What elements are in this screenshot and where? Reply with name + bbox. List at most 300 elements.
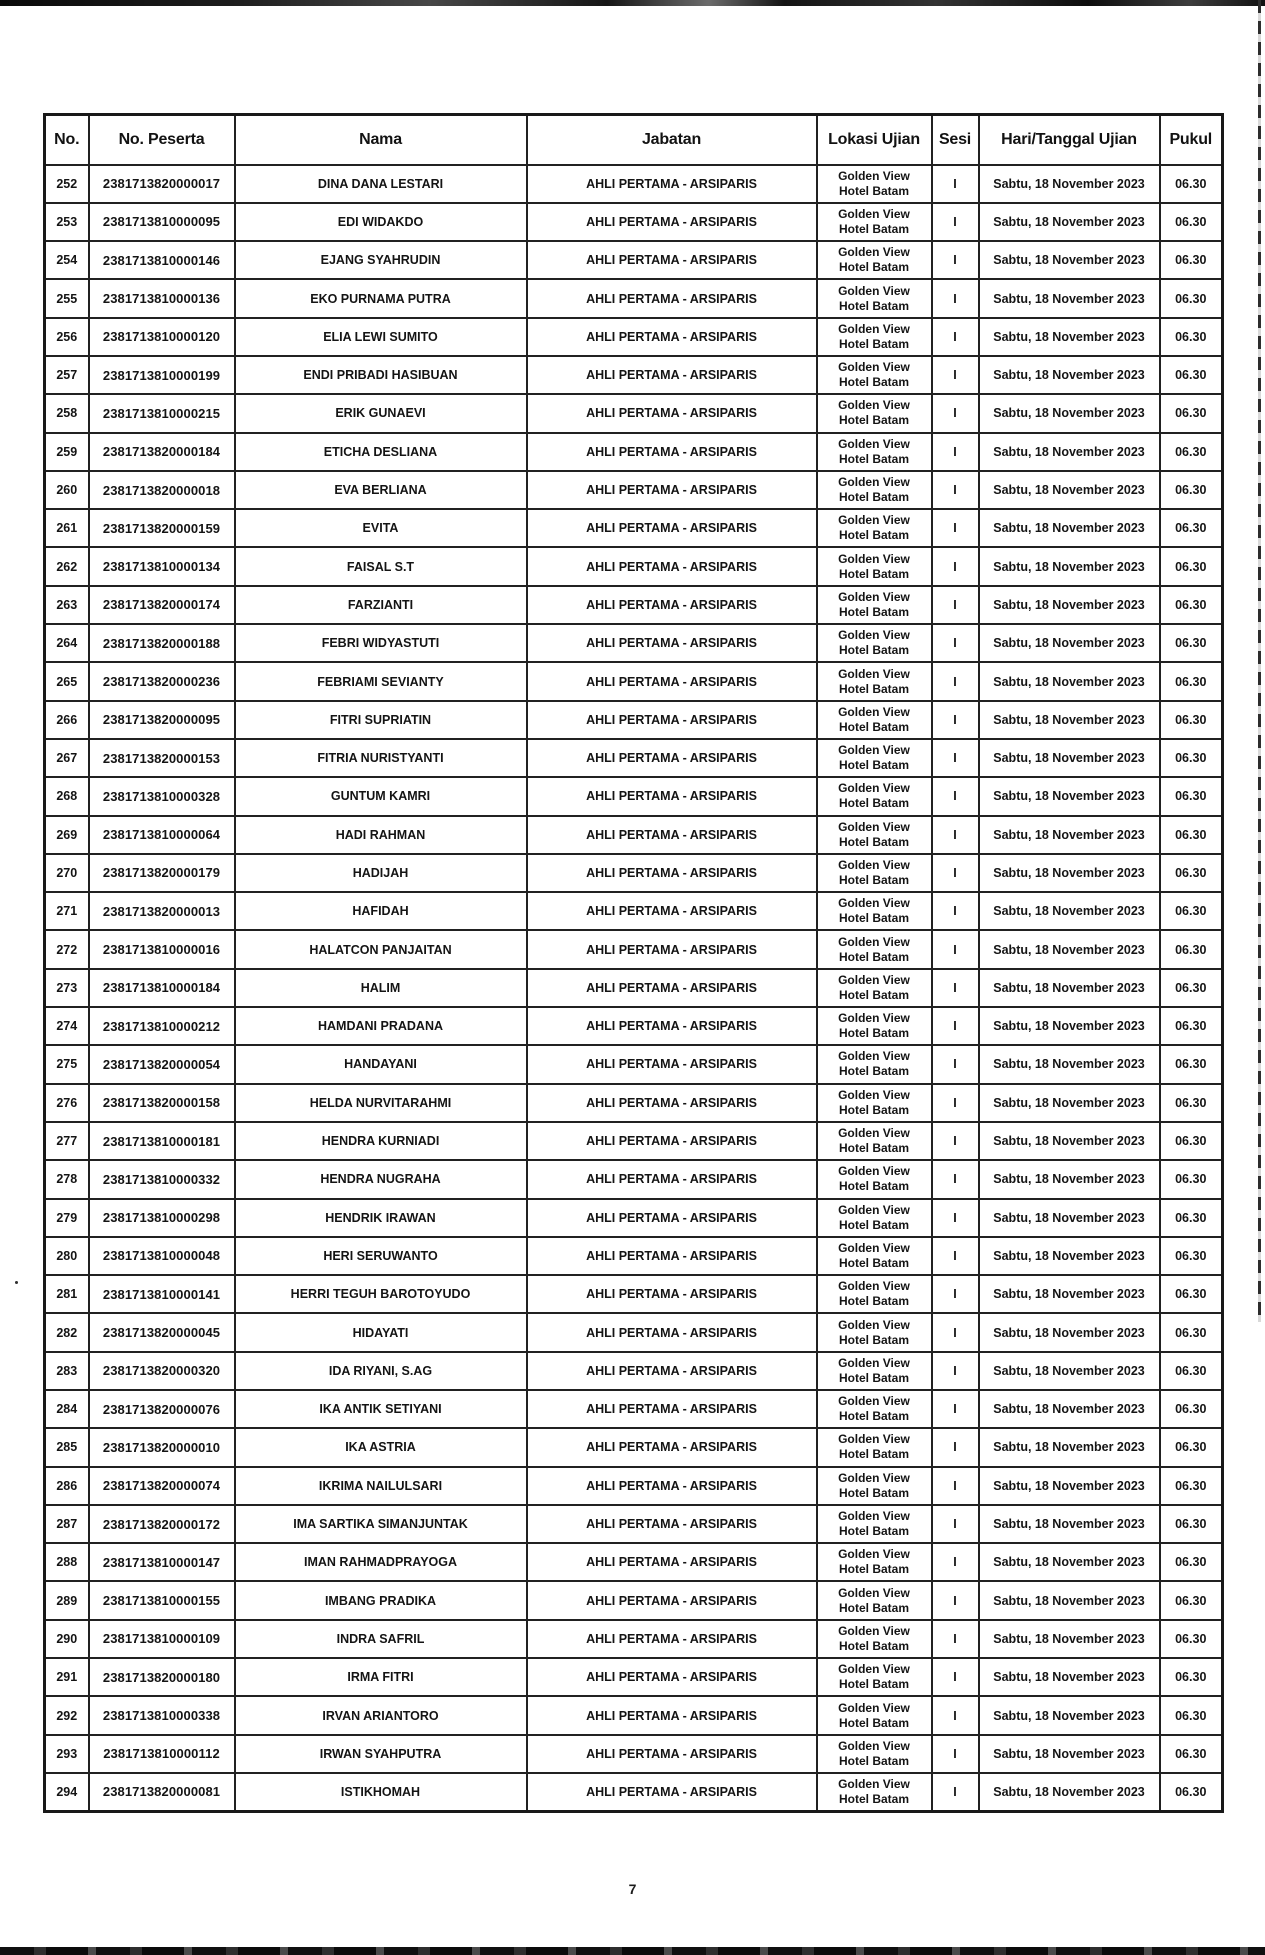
cell-lokasi-ujian: [817, 1045, 932, 1083]
lokasi-ujian-line: Golden View: [838, 283, 910, 298]
table-row: [45, 1122, 1223, 1160]
cell-jabatan: AHLI PERTAMA - ARSIPARIS: [527, 1543, 817, 1581]
table-row: [45, 318, 1223, 356]
lokasi-ujian-line: Golden View: [838, 1776, 910, 1791]
cell-no: 265: [45, 662, 89, 700]
cell-lokasi-ujian: [817, 356, 932, 394]
cell-pukul: 06.30: [1160, 547, 1223, 585]
cell-lokasi-ujian: [817, 854, 932, 892]
cell-nama: HENDRIK IRAWAN: [235, 1199, 527, 1237]
cell-no-peserta: 2381713820000054: [89, 1045, 235, 1083]
lokasi-ujian-line: Hotel Batam: [838, 336, 909, 351]
lokasi-ujian-line: Hotel Batam: [838, 1562, 909, 1577]
lokasi-ujian-line: Golden View: [838, 628, 910, 643]
lokasi-ujian-line: Golden View: [838, 1623, 910, 1638]
cell-lokasi-ujian: [817, 1160, 932, 1198]
cell-sesi: I: [932, 1620, 979, 1658]
cell-nama: INDRA SAFRIL: [235, 1620, 527, 1658]
cell-pukul: 06.30: [1160, 318, 1223, 356]
cell-pukul: 06.30: [1160, 662, 1223, 700]
cell-nama: EJANG SYAHRUDIN: [235, 241, 527, 279]
header-pukul: Pukul: [1160, 115, 1223, 165]
cell-hari-tanggal-ujian: Sabtu, 18 November 2023: [979, 1581, 1160, 1619]
cell-sesi: I: [932, 1160, 979, 1198]
lokasi-ujian-line: Golden View: [838, 1279, 910, 1294]
cell-no: 262: [45, 547, 89, 585]
cell-no-peserta: 2381713810000095: [89, 203, 235, 241]
lokasi-ujian-line: Golden View: [838, 206, 910, 221]
cell-pukul: 06.30: [1160, 1275, 1223, 1313]
cell-nama: HALATCON PANJAITAN: [235, 930, 527, 968]
cell-lokasi-ujian: [817, 1467, 932, 1505]
cell-no-peserta: 2381713820000045: [89, 1313, 235, 1351]
cell-no: 260: [45, 471, 89, 509]
cell-nama: FAISAL S.T: [235, 547, 527, 585]
cell-sesi: I: [932, 701, 979, 739]
cell-nama: ENDI PRIBADI HASIBUAN: [235, 356, 527, 394]
cell-sesi: I: [932, 318, 979, 356]
cell-nama: ISTIKHOMAH: [235, 1773, 527, 1811]
cell-no: 286: [45, 1467, 89, 1505]
lokasi-ujian-line: Golden View: [838, 1011, 910, 1026]
cell-no: 275: [45, 1045, 89, 1083]
cell-lokasi-ujian: [817, 1122, 932, 1160]
header-no: No.: [45, 115, 89, 165]
cell-no-peserta: 2381713810000215: [89, 394, 235, 432]
cell-lokasi-ujian: [817, 777, 932, 815]
cell-pukul: 06.30: [1160, 1122, 1223, 1160]
cell-jabatan: AHLI PERTAMA - ARSIPARIS: [527, 1352, 817, 1390]
cell-pukul: 06.30: [1160, 241, 1223, 279]
cell-nama: HANDAYANI: [235, 1045, 527, 1083]
cell-no: 282: [45, 1313, 89, 1351]
cell-pukul: 06.30: [1160, 1390, 1223, 1428]
cell-no-peserta: 2381713810000064: [89, 816, 235, 854]
cell-no: 254: [45, 241, 89, 279]
lokasi-ujian-line: Golden View: [838, 1585, 910, 1600]
cell-hari-tanggal-ujian: Sabtu, 18 November 2023: [979, 1084, 1160, 1122]
cell-sesi: I: [932, 1084, 979, 1122]
cell-pukul: 06.30: [1160, 1313, 1223, 1351]
cell-hari-tanggal-ujian: Sabtu, 18 November 2023: [979, 1313, 1160, 1351]
lokasi-ujian-line: Hotel Batam: [838, 221, 909, 236]
cell-no-peserta: 2381713810000298: [89, 1199, 235, 1237]
lokasi-ujian-line: Hotel Batam: [838, 681, 909, 696]
cell-pukul: 06.30: [1160, 1045, 1223, 1083]
table-body: [45, 165, 1223, 1812]
cell-jabatan: AHLI PERTAMA - ARSIPARIS: [527, 969, 817, 1007]
cell-hari-tanggal-ujian: Sabtu, 18 November 2023: [979, 930, 1160, 968]
cell-jabatan: AHLI PERTAMA - ARSIPARIS: [527, 1735, 817, 1773]
cell-sesi: I: [932, 433, 979, 471]
cell-no: 278: [45, 1160, 89, 1198]
cell-nama: FITRIA NURISTYANTI: [235, 739, 527, 777]
cell-lokasi-ujian: [817, 1390, 932, 1428]
lokasi-ujian-line: Hotel Batam: [838, 451, 909, 466]
cell-hari-tanggal-ujian: Sabtu, 18 November 2023: [979, 701, 1160, 739]
header-sesi: Sesi: [932, 115, 979, 165]
cell-hari-tanggal-ujian: Sabtu, 18 November 2023: [979, 471, 1160, 509]
cell-jabatan: AHLI PERTAMA - ARSIPARIS: [527, 1237, 817, 1275]
cell-lokasi-ujian: [817, 1237, 932, 1275]
cell-pukul: 06.30: [1160, 279, 1223, 317]
cell-pukul: 06.30: [1160, 701, 1223, 739]
cell-hari-tanggal-ujian: Sabtu, 18 November 2023: [979, 1390, 1160, 1428]
table-row: [45, 739, 1223, 777]
cell-hari-tanggal-ujian: Sabtu, 18 November 2023: [979, 1620, 1160, 1658]
cell-hari-tanggal-ujian: Sabtu, 18 November 2023: [979, 1237, 1160, 1275]
cell-pukul: 06.30: [1160, 624, 1223, 662]
lokasi-ujian-line: Hotel Batam: [838, 566, 909, 581]
cell-jabatan: AHLI PERTAMA - ARSIPARIS: [527, 892, 817, 930]
lokasi-ujian-line: Hotel Batam: [838, 1638, 909, 1653]
cell-pukul: 06.30: [1160, 1658, 1223, 1696]
lokasi-ujian-line: Hotel Batam: [838, 1102, 909, 1117]
cell-sesi: I: [932, 203, 979, 241]
header-hari-tanggal-ujian: Hari/Tanggal Ujian: [979, 115, 1160, 165]
cell-hari-tanggal-ujian: Sabtu, 18 November 2023: [979, 586, 1160, 624]
cell-lokasi-ujian: [817, 394, 932, 432]
table-row: [45, 1160, 1223, 1198]
cell-sesi: I: [932, 1237, 979, 1275]
table-row: [45, 547, 1223, 585]
cell-sesi: I: [932, 509, 979, 547]
cell-no-peserta: 2381713810000332: [89, 1160, 235, 1198]
cell-jabatan: AHLI PERTAMA - ARSIPARIS: [527, 854, 817, 892]
cell-no-peserta: 2381713810000016: [89, 930, 235, 968]
cell-nama: HELDA NURVITARAHMI: [235, 1084, 527, 1122]
cell-sesi: I: [932, 1735, 979, 1773]
lokasi-ujian-line: Hotel Batam: [838, 1791, 909, 1806]
cell-hari-tanggal-ujian: Sabtu, 18 November 2023: [979, 1045, 1160, 1083]
cell-jabatan: AHLI PERTAMA - ARSIPARIS: [527, 1658, 817, 1696]
lokasi-ujian-line: Hotel Batam: [838, 1255, 909, 1270]
cell-no: 268: [45, 777, 89, 815]
cell-hari-tanggal-ujian: Sabtu, 18 November 2023: [979, 662, 1160, 700]
cell-nama: EDI WIDAKDO: [235, 203, 527, 241]
lokasi-ujian-line: Golden View: [838, 1164, 910, 1179]
table-row: [45, 892, 1223, 930]
cell-lokasi-ujian: [817, 1199, 932, 1237]
cell-no-peserta: 2381713820000074: [89, 1467, 235, 1505]
cell-no-peserta: 2381713810000199: [89, 356, 235, 394]
cell-jabatan: AHLI PERTAMA - ARSIPARIS: [527, 279, 817, 317]
cell-jabatan: AHLI PERTAMA - ARSIPARIS: [527, 241, 817, 279]
table-row: [45, 1275, 1223, 1313]
cell-lokasi-ujian: [817, 1352, 932, 1390]
cell-jabatan: AHLI PERTAMA - ARSIPARIS: [527, 1505, 817, 1543]
cell-nama: DINA DANA LESTARI: [235, 165, 527, 203]
cell-no: 272: [45, 930, 89, 968]
cell-pukul: 06.30: [1160, 1696, 1223, 1734]
cell-pukul: 06.30: [1160, 1773, 1223, 1811]
lokasi-ujian-line: Hotel Batam: [838, 1141, 909, 1156]
cell-no-peserta: 2381713820000095: [89, 701, 235, 739]
cell-no: 288: [45, 1543, 89, 1581]
cell-jabatan: AHLI PERTAMA - ARSIPARIS: [527, 739, 817, 777]
lokasi-ujian-line: Hotel Batam: [838, 872, 909, 887]
cell-sesi: I: [932, 547, 979, 585]
cell-nama: HERI SERUWANTO: [235, 1237, 527, 1275]
cell-pukul: 06.30: [1160, 1581, 1223, 1619]
lokasi-ujian-line: Hotel Batam: [838, 911, 909, 926]
cell-no: 267: [45, 739, 89, 777]
cell-pukul: 06.30: [1160, 1428, 1223, 1466]
cell-pukul: 06.30: [1160, 816, 1223, 854]
cell-nama: HADI RAHMAN: [235, 816, 527, 854]
cell-no-peserta: 2381713810000212: [89, 1007, 235, 1045]
cell-no-peserta: 2381713820000153: [89, 739, 235, 777]
cell-pukul: 06.30: [1160, 1467, 1223, 1505]
cell-pukul: 06.30: [1160, 1735, 1223, 1773]
cell-pukul: 06.30: [1160, 586, 1223, 624]
cell-hari-tanggal-ujian: Sabtu, 18 November 2023: [979, 1658, 1160, 1696]
cell-nama: ETICHA DESLIANA: [235, 433, 527, 471]
cell-hari-tanggal-ujian: Sabtu, 18 November 2023: [979, 356, 1160, 394]
cell-nama: IKA ASTRIA: [235, 1428, 527, 1466]
cell-lokasi-ujian: [817, 1543, 932, 1581]
cell-jabatan: AHLI PERTAMA - ARSIPARIS: [527, 203, 817, 241]
header-nama: Nama: [235, 115, 527, 165]
cell-no-peserta: 2381713810000141: [89, 1275, 235, 1313]
lokasi-ujian-line: Golden View: [838, 1202, 910, 1217]
cell-pukul: 06.30: [1160, 777, 1223, 815]
cell-no-peserta: 2381713820000158: [89, 1084, 235, 1122]
lokasi-ujian-line: Golden View: [838, 321, 910, 336]
cell-jabatan: AHLI PERTAMA - ARSIPARIS: [527, 1313, 817, 1351]
cell-pukul: 06.30: [1160, 509, 1223, 547]
cell-hari-tanggal-ujian: Sabtu, 18 November 2023: [979, 1467, 1160, 1505]
cell-jabatan: AHLI PERTAMA - ARSIPARIS: [527, 433, 817, 471]
page-number: 7: [628, 1881, 637, 1897]
cell-lokasi-ujian: [817, 203, 932, 241]
lokasi-ujian-line: Hotel Batam: [838, 298, 909, 313]
table-row: [45, 394, 1223, 432]
lokasi-ujian-line: Hotel Batam: [838, 1753, 909, 1768]
cell-hari-tanggal-ujian: Sabtu, 18 November 2023: [979, 318, 1160, 356]
cell-jabatan: AHLI PERTAMA - ARSIPARIS: [527, 1199, 817, 1237]
table-row: [45, 1543, 1223, 1581]
cell-no: 279: [45, 1199, 89, 1237]
lokasi-ujian-line: Golden View: [838, 1087, 910, 1102]
cell-pukul: 06.30: [1160, 854, 1223, 892]
cell-hari-tanggal-ujian: Sabtu, 18 November 2023: [979, 1275, 1160, 1313]
cell-hari-tanggal-ujian: Sabtu, 18 November 2023: [979, 739, 1160, 777]
lokasi-ujian-line: Golden View: [838, 1317, 910, 1332]
cell-no-peserta: 2381713820000184: [89, 433, 235, 471]
cell-jabatan: AHLI PERTAMA - ARSIPARIS: [527, 1084, 817, 1122]
lokasi-ujian-line: Hotel Batam: [838, 719, 909, 734]
cell-sesi: I: [932, 394, 979, 432]
cell-jabatan: AHLI PERTAMA - ARSIPARIS: [527, 471, 817, 509]
lokasi-ujian-line: Hotel Batam: [838, 528, 909, 543]
cell-no: 289: [45, 1581, 89, 1619]
table-row: [45, 624, 1223, 662]
lokasi-ujian-line: Golden View: [838, 934, 910, 949]
cell-hari-tanggal-ujian: Sabtu, 18 November 2023: [979, 1199, 1160, 1237]
cell-sesi: I: [932, 279, 979, 317]
cell-sesi: I: [932, 1352, 979, 1390]
lokasi-ujian-line: Golden View: [838, 360, 910, 375]
cell-sesi: I: [932, 816, 979, 854]
table-row: [45, 816, 1223, 854]
cell-sesi: I: [932, 1390, 979, 1428]
cell-nama: IMBANG PRADIKA: [235, 1581, 527, 1619]
header-jabatan: Jabatan: [527, 115, 817, 165]
lokasi-ujian-line: Hotel Batam: [838, 758, 909, 773]
cell-nama: FEBRIAMI SEVIANTY: [235, 662, 527, 700]
lokasi-ujian-line: Hotel Batam: [838, 796, 909, 811]
cell-lokasi-ujian: [817, 165, 932, 203]
cell-no: 266: [45, 701, 89, 739]
lokasi-ujian-line: Hotel Batam: [838, 1485, 909, 1500]
cell-no-peserta: 2381713820000076: [89, 1390, 235, 1428]
cell-lokasi-ujian: [817, 318, 932, 356]
cell-nama: IRVAN ARIANTORO: [235, 1696, 527, 1734]
cell-sesi: I: [932, 739, 979, 777]
cell-lokasi-ujian: [817, 1735, 932, 1773]
cell-no-peserta: 2381713810000048: [89, 1237, 235, 1275]
cell-no: 276: [45, 1084, 89, 1122]
cell-lokasi-ujian: [817, 969, 932, 1007]
cell-lokasi-ujian: [817, 1696, 932, 1734]
lokasi-ujian-line: Hotel Batam: [838, 987, 909, 1002]
cell-jabatan: AHLI PERTAMA - ARSIPARIS: [527, 1620, 817, 1658]
cell-no: 258: [45, 394, 89, 432]
cell-no: 256: [45, 318, 89, 356]
lokasi-ujian-line: Golden View: [838, 1662, 910, 1677]
cell-lokasi-ujian: [817, 241, 932, 279]
cell-lokasi-ujian: [817, 930, 932, 968]
cell-jabatan: AHLI PERTAMA - ARSIPARIS: [527, 509, 817, 547]
cell-no-peserta: 2381713820000180: [89, 1658, 235, 1696]
cell-no: 285: [45, 1428, 89, 1466]
cell-hari-tanggal-ujian: Sabtu, 18 November 2023: [979, 777, 1160, 815]
cell-pukul: 06.30: [1160, 203, 1223, 241]
cell-no: 294: [45, 1773, 89, 1811]
lokasi-ujian-line: Hotel Batam: [838, 1026, 909, 1041]
cell-hari-tanggal-ujian: Sabtu, 18 November 2023: [979, 165, 1160, 203]
cell-hari-tanggal-ujian: Sabtu, 18 November 2023: [979, 279, 1160, 317]
cell-jabatan: AHLI PERTAMA - ARSIPARIS: [527, 1390, 817, 1428]
table-row: [45, 1007, 1223, 1045]
cell-hari-tanggal-ujian: Sabtu, 18 November 2023: [979, 854, 1160, 892]
cell-hari-tanggal-ujian: Sabtu, 18 November 2023: [979, 1543, 1160, 1581]
cell-nama: HALIM: [235, 969, 527, 1007]
cell-sesi: I: [932, 892, 979, 930]
cell-no-peserta: 2381713810000328: [89, 777, 235, 815]
cell-hari-tanggal-ujian: Sabtu, 18 November 2023: [979, 203, 1160, 241]
cell-no: 291: [45, 1658, 89, 1696]
cell-jabatan: AHLI PERTAMA - ARSIPARIS: [527, 930, 817, 968]
cell-jabatan: AHLI PERTAMA - ARSIPARIS: [527, 701, 817, 739]
cell-pukul: 06.30: [1160, 1505, 1223, 1543]
cell-no-peserta: 2381713820000081: [89, 1773, 235, 1811]
cell-no: 273: [45, 969, 89, 1007]
cell-pukul: 06.30: [1160, 1352, 1223, 1390]
lokasi-ujian-line: Hotel Batam: [838, 260, 909, 275]
lokasi-ujian-line: Golden View: [838, 896, 910, 911]
cell-no-peserta: 2381713820000017: [89, 165, 235, 203]
cell-nama: HENDRA NUGRAHA: [235, 1160, 527, 1198]
lokasi-ujian-line: Hotel Batam: [838, 375, 909, 390]
cell-no: 263: [45, 586, 89, 624]
table-row: [45, 1428, 1223, 1466]
cell-sesi: I: [932, 165, 979, 203]
cell-pukul: 06.30: [1160, 471, 1223, 509]
cell-nama: GUNTUM KAMRI: [235, 777, 527, 815]
cell-jabatan: AHLI PERTAMA - ARSIPARIS: [527, 1696, 817, 1734]
cell-sesi: I: [932, 930, 979, 968]
cell-hari-tanggal-ujian: Sabtu, 18 November 2023: [979, 1428, 1160, 1466]
cell-no-peserta: 2381713820000010: [89, 1428, 235, 1466]
scan-artifact-bottom-band: [0, 1947, 1265, 1955]
cell-sesi: I: [932, 1696, 979, 1734]
cell-sesi: I: [932, 1773, 979, 1811]
cell-nama: IRMA FITRI: [235, 1658, 527, 1696]
cell-no-peserta: 2381713820000188: [89, 624, 235, 662]
cell-no: 280: [45, 1237, 89, 1275]
cell-jabatan: AHLI PERTAMA - ARSIPARIS: [527, 1275, 817, 1313]
cell-nama: EVA BERLIANA: [235, 471, 527, 509]
cell-lokasi-ujian: [817, 586, 932, 624]
cell-sesi: I: [932, 1275, 979, 1313]
lokasi-ujian-line: Hotel Batam: [838, 1447, 909, 1462]
lokasi-ujian-line: Golden View: [838, 551, 910, 566]
lokasi-ujian-line: Golden View: [838, 1470, 910, 1485]
lokasi-ujian-line: Golden View: [838, 857, 910, 872]
cell-no-peserta: 2381713810000147: [89, 1543, 235, 1581]
cell-no: 252: [45, 165, 89, 203]
cell-lokasi-ujian: [817, 1581, 932, 1619]
table-row: [45, 1237, 1223, 1275]
cell-hari-tanggal-ujian: Sabtu, 18 November 2023: [979, 1505, 1160, 1543]
cell-lokasi-ujian: [817, 471, 932, 509]
lokasi-ujian-line: Golden View: [838, 168, 910, 183]
table-row: [45, 165, 1223, 203]
cell-nama: IDA RIYANI, S.AG: [235, 1352, 527, 1390]
cell-no: 284: [45, 1390, 89, 1428]
lokasi-ujian-line: Golden View: [838, 1240, 910, 1255]
lokasi-ujian-line: Hotel Batam: [838, 413, 909, 428]
cell-lokasi-ujian: [817, 624, 932, 662]
cell-sesi: I: [932, 1658, 979, 1696]
table-row: [45, 1045, 1223, 1083]
cell-nama: IKA ANTIK SETIYANI: [235, 1390, 527, 1428]
cell-jabatan: AHLI PERTAMA - ARSIPARIS: [527, 1160, 817, 1198]
lokasi-ujian-line: Golden View: [838, 781, 910, 796]
cell-lokasi-ujian: [817, 547, 932, 585]
lokasi-ujian-line: Hotel Batam: [838, 949, 909, 964]
cell-pukul: 06.30: [1160, 739, 1223, 777]
cell-no-peserta: 2381713820000179: [89, 854, 235, 892]
cell-hari-tanggal-ujian: Sabtu, 18 November 2023: [979, 1696, 1160, 1734]
lokasi-ujian-line: Golden View: [838, 1394, 910, 1409]
cell-no-peserta: 2381713810000155: [89, 1581, 235, 1619]
cell-no-peserta: 2381713820000159: [89, 509, 235, 547]
cell-nama: ERIK GUNAEVI: [235, 394, 527, 432]
cell-jabatan: AHLI PERTAMA - ARSIPARIS: [527, 662, 817, 700]
lokasi-ujian-line: Golden View: [838, 972, 910, 987]
header-row: [45, 115, 1223, 165]
cell-pukul: 06.30: [1160, 1160, 1223, 1198]
table-row: [45, 1773, 1223, 1811]
cell-no: 290: [45, 1620, 89, 1658]
cell-no: 269: [45, 816, 89, 854]
cell-nama: IKRIMA NAILULSARI: [235, 1467, 527, 1505]
cell-no-peserta: 2381713810000120: [89, 318, 235, 356]
cell-lokasi-ujian: [817, 739, 932, 777]
